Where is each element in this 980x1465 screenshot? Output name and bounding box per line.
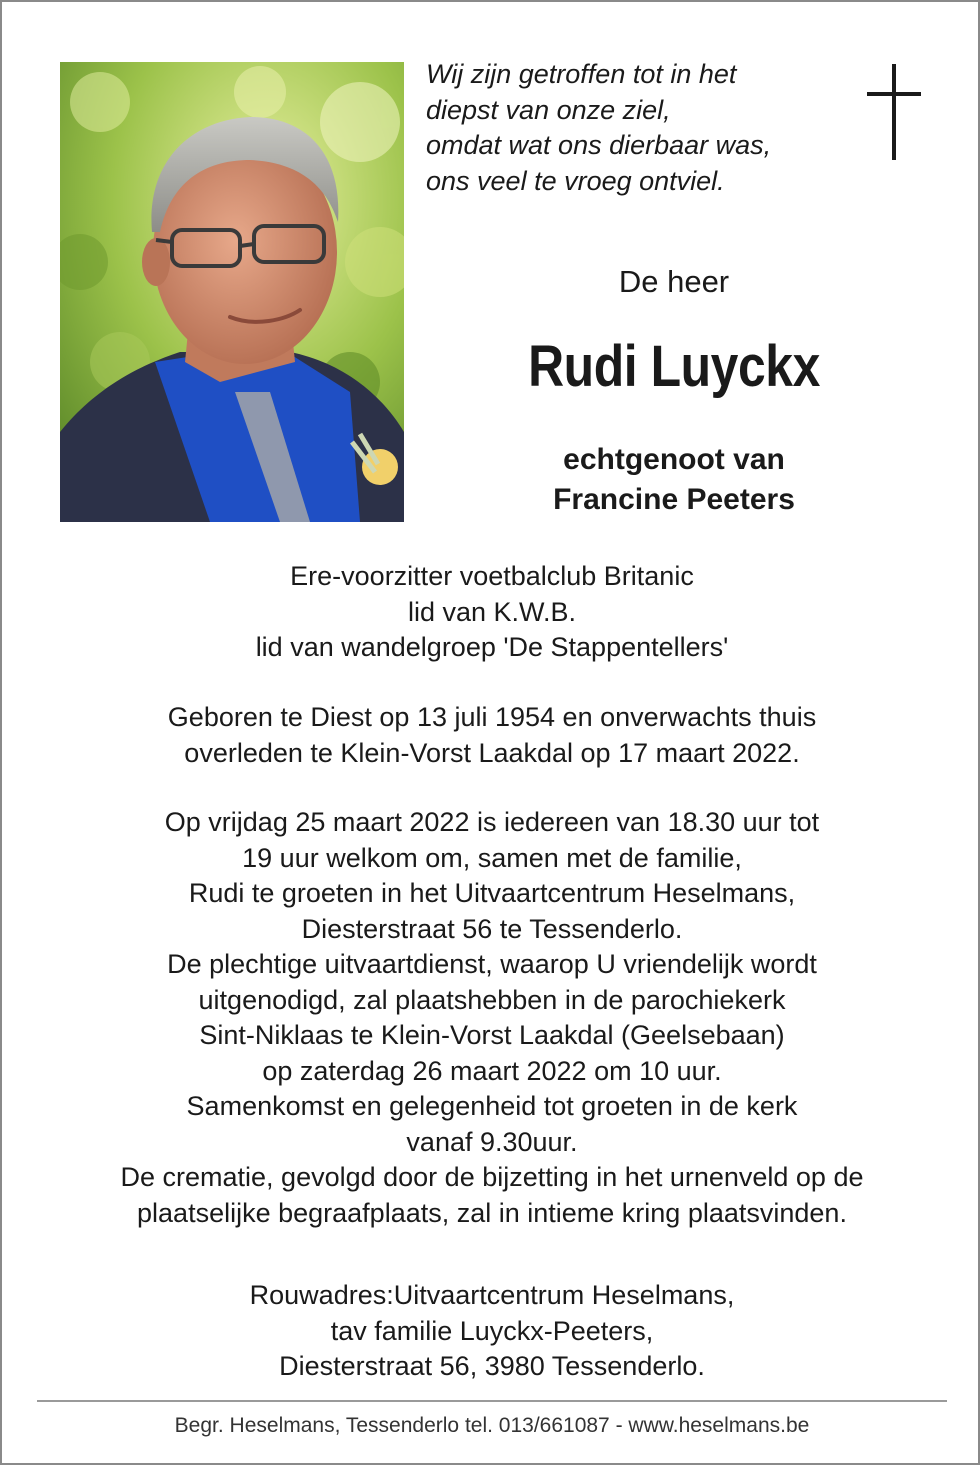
spouse-block [454,440,894,520]
memorial-poem [426,57,856,199]
address-line: Rouwadres:Uitvaartcentrum Heselmans, [249,1280,735,1310]
poem-line: diepst van onze ziel, [426,94,671,125]
ceremony-line: De plechtige uitvaartdienst, waarop U vriendelijk wordt [167,949,817,979]
deceased-name: Rudi Luyckx [528,334,820,399]
address-line: Diesterstraat 56, 3980 Tessenderlo. [279,1351,705,1381]
role-line: lid van K.W.B. [407,596,577,627]
ceremony-line: vanaf 9.30uur. [406,1126,578,1157]
birth-death-block [32,700,952,771]
salutation: De heer [618,264,730,299]
funeral-home-footer: Begr. Heselmans, Tessenderlo tel. 013/661087 - www.heselmans.be [174,1414,810,1437]
poem-line: ons veel te vroeg ontviel. [426,165,725,196]
address-line: tav familie Luyckx-Peeters, [330,1315,654,1346]
role-line: Ere-voorzitter voetbalclub Britanic [290,561,694,591]
ceremony-line: Samenkomst en gelegenheid tot groeten in de kerk [186,1091,798,1121]
poem-line: Wij zijn getroffen tot in het [426,59,737,89]
role-line: lid van wandelgroep 'De Stappentellers' [255,632,729,662]
poem-line: omdat wat ons dierbaar was, [426,130,772,160]
ceremony-line: op zaterdag 26 maart 2022 om 10 uur. [262,1055,722,1086]
ceremony-line: De crematie, gevolgd door de bijzetting in het urnenveld op de [120,1162,864,1192]
birth-death-line: Geboren te Diest op 13 juli 1954 en onverwachts thuis [167,702,817,732]
ceremony-line: Sint-Niklaas te Klein-Vorst Laakdal (Geelsebaan) [199,1020,785,1050]
ceremony-line: 19 uur welkom om, samen met de familie, [242,842,742,873]
birth-death-line: overleden te Klein-Vorst Laakdal op 17 maart 2022. [184,737,800,768]
spouse-line: echtgenoot van [563,443,785,476]
spouse-line: Francine Peeters [553,483,795,516]
mourning-address-block [32,1278,952,1385]
ceremony-line: Rudi te groeten in het Uitvaartcentrum Heselmans, [188,878,796,908]
footer-divider [37,1400,947,1402]
portrait-photo [60,62,404,522]
ceremony-line: plaatselijke begraafplaats, zal in intieme kring plaatsvinden. [137,1197,847,1228]
roles-block [32,559,952,666]
ceremony-block [32,805,952,1231]
ceremony-line: Op vrijdag 25 maart 2022 is iedereen van 18.30 uur tot [164,807,820,837]
ceremony-line: uitgenodigd, zal plaatshebben in de parochiekerk [198,984,786,1015]
latin-cross-icon [864,64,924,162]
ceremony-line: Diesterstraat 56 te Tessenderlo. [301,913,683,944]
